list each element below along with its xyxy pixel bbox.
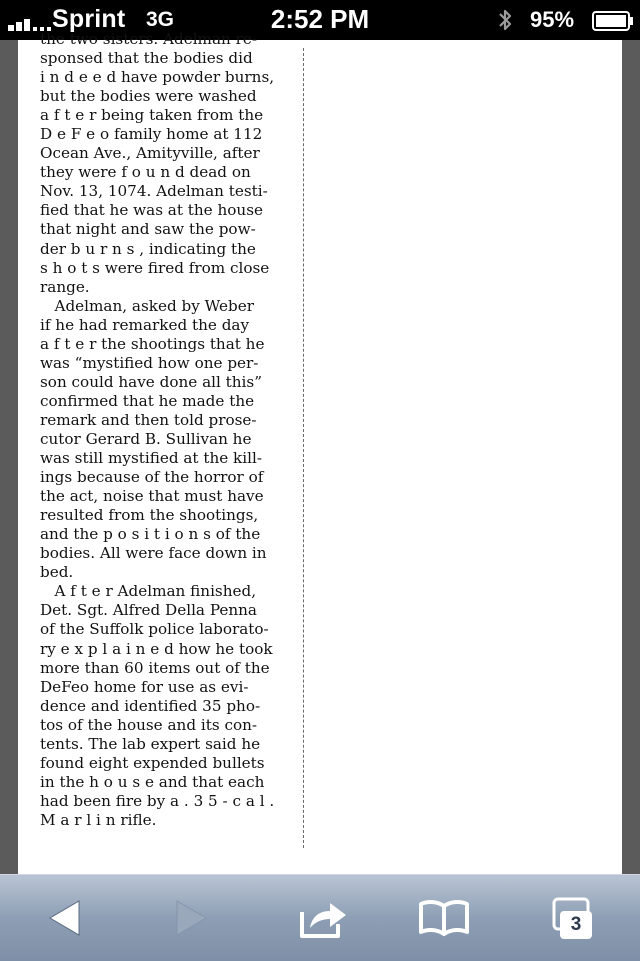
column-divider: [303, 48, 305, 848]
clock: 2:52 PM: [270, 4, 370, 34]
article-line: a f t e r the shootings that he: [40, 334, 265, 353]
bluetooth-icon: [497, 7, 513, 33]
article-line: Nov. 13, 1074. Adelman testi-: [40, 182, 268, 201]
article-line: son could have done all this”: [40, 372, 262, 391]
article-line: dence and identified 35 pho-: [40, 696, 261, 715]
article-line: Ocean Ave., Amityville, after: [40, 144, 260, 163]
article-line: bodies. All were face down in: [40, 544, 267, 563]
network-type: 3G: [146, 8, 175, 31]
article-line: had been fire by a . 3 5 - c a l .: [40, 791, 275, 810]
article-line: more than 60 items out of the: [40, 658, 270, 677]
article-line: but the bodies were washed: [40, 87, 257, 106]
page-viewport[interactable]: [0, 30, 640, 874]
battery-percentage: 95%: [530, 7, 575, 32]
page-sheet: [18, 30, 622, 874]
article-line: s h o t s were fired from close: [40, 258, 270, 277]
article-line: in the h o u s e and that each: [40, 772, 265, 791]
carrier-name: Sprint: [52, 5, 126, 33]
tab-count-badge: 3: [560, 911, 592, 939]
article-line: tos of the house and its con-: [40, 715, 258, 734]
article-line: ry e x p l a i n e d how he took: [40, 639, 273, 658]
article-line: the act, noise that must have: [40, 487, 264, 506]
article-line: bed.: [40, 563, 74, 582]
article-line: der b u r n s , indicating the: [40, 239, 256, 258]
article-line: resulted from the shootings,: [40, 506, 259, 525]
article-line: range.: [40, 277, 90, 296]
browser-toolbar: [0, 874, 640, 961]
pages-button[interactable]: [546, 893, 602, 943]
article-line: A f t e r Adelman finished,: [40, 582, 257, 601]
article-line: D e F e o family home at 112: [40, 125, 263, 144]
bookmarks-icon: [418, 898, 470, 938]
article-line: Adelman, asked by Weber: [40, 296, 254, 315]
article-line: cutor Gerard B. Sullivan he: [40, 429, 252, 448]
forward-button[interactable]: [164, 893, 220, 943]
share-button[interactable]: [296, 893, 352, 943]
article-line: the two sisters. Adelman re-: [40, 30, 258, 48]
article-line: a f t e r being taken from the: [40, 106, 264, 125]
article-line: Det. Sgt. Alfred Della Penna: [40, 601, 257, 620]
article-line: was “mystified how one per-: [40, 353, 259, 372]
article-line: remark and then told prose-: [40, 410, 257, 429]
bookmarks-button[interactable]: [416, 893, 472, 943]
article-line: tents. The lab expert said he: [40, 734, 261, 753]
article-line: DeFeo home for use as evi-: [40, 677, 249, 696]
back-arrow-icon: [47, 898, 81, 938]
article-line: and the p o s i t i o n s of the: [40, 525, 261, 544]
article-line: if he had remarked the day: [40, 315, 250, 334]
article-line: ings because of the horror of: [40, 468, 264, 487]
forward-arrow-icon: [175, 898, 209, 938]
article-line: that night and saw the pow-: [40, 220, 256, 239]
battery-icon: [592, 11, 634, 31]
article-line: i n d e e d have powder burns,: [40, 68, 275, 87]
back-button[interactable]: [36, 893, 92, 943]
article-line: fied that he was at the house: [40, 201, 263, 220]
article-line: confirmed that he made the: [40, 391, 255, 410]
article-line: found eight expended bullets: [40, 753, 265, 772]
share-icon: [298, 896, 350, 940]
article-line: was still mystified at the kill-: [40, 449, 262, 468]
article-line: of the Suffolk police laborato-: [40, 620, 269, 639]
article-line: M a r l i n rifle.: [40, 810, 157, 829]
article-line: sponsed that the bodies did: [40, 49, 253, 68]
newspaper-clipping: [40, 30, 322, 852]
article-line: they were f o u n d dead on: [40, 163, 251, 182]
